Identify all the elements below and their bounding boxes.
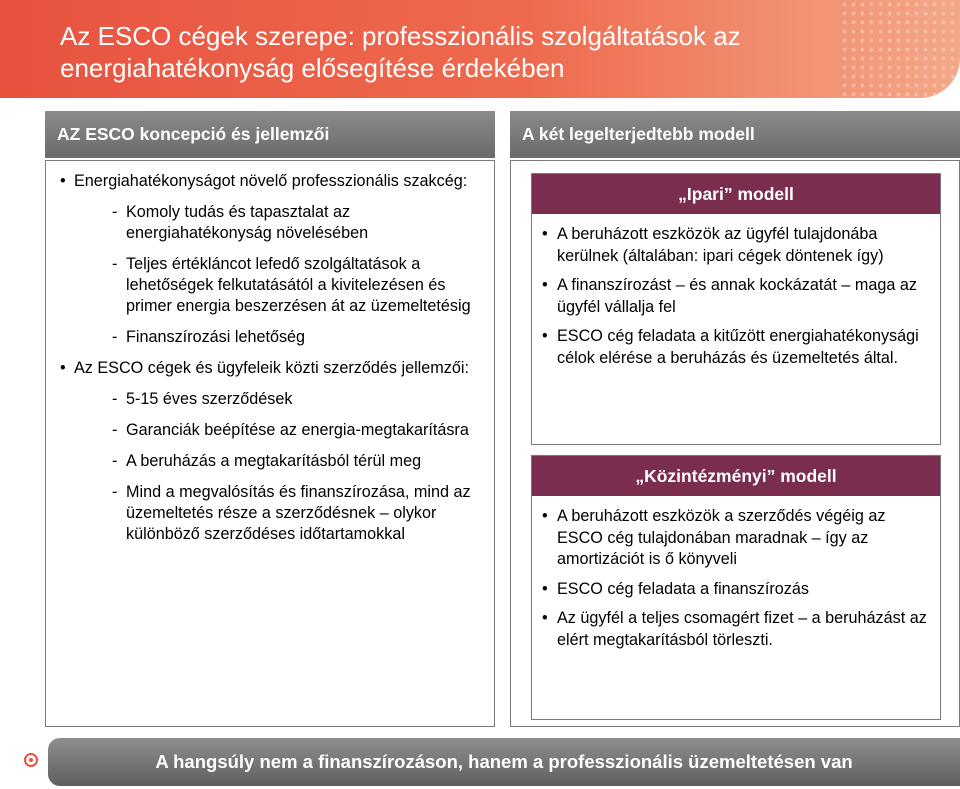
sub-list-item: - Komoly tudás és tapasztalat az energiahatékonyság növelésében: [112, 203, 369, 242]
concept-list: [60, 171, 490, 555]
esco-concept-panel: [45, 160, 495, 727]
title-banner: [0, 0, 960, 98]
sub-list-item: - 5-15 éves szerződések: [112, 390, 293, 408]
models-panel: [510, 160, 960, 727]
list-item: • Energiahatékonyságot növelő professzionális szakcég:: [60, 171, 490, 192]
list-item: • ESCO cég feladata a kitűzött energiahatékonysági célok elérése a beruházás és üzemeltetés által.: [540, 326, 932, 369]
sub-list-item: - Mind a megvalósítás és finanszírozása, mind az üzemeltetés része a szerződésnek – olykor különböző szerződéses időtartamokkal: [112, 483, 471, 543]
list-item: • A beruházott eszközök az ügyfél tulajdonába kerülnek (általában: ipari cégek döntenek így): [540, 224, 932, 267]
sub-item-text: Mind a megvalósítás és finanszírozása, mind az üzemeltetés része a szerződésnek – olykor különböző szerződéses időtartamokkal: [126, 483, 471, 543]
industrial-model-box: [531, 173, 941, 445]
sub-list-item: - Garanciák beépítése az energia-megtakarításra: [112, 421, 469, 439]
sub-list-item: - Finanszírozási lehetőség: [112, 328, 306, 346]
sub-list-item: - A beruházás a megtakarításból térül meg: [112, 452, 422, 470]
sub-item-text: Garanciák beépítése az energia-megtakarításra: [126, 421, 469, 439]
industrial-model-title: „Ipari” modell: [532, 174, 940, 214]
sub-item-text: A beruházás a megtakarításból térül meg: [126, 452, 422, 470]
list-item: • ESCO cég feladata a finanszírozás: [540, 579, 932, 601]
sub-item-text: Teljes értékláncot lefedő szolgáltatások a lehetőségek felkutatásától a kivitelezésen és primer energia beszerzésen át az üzemeltetésig: [126, 255, 471, 315]
sub-item-text: 5-15 éves szerződések: [126, 390, 293, 408]
public-institution-model-title: „Közintézményi” modell: [532, 456, 940, 496]
sub-item-text: Komoly tudás és tapasztalat az energiahatékonyság növelésében: [126, 203, 369, 242]
list-item: • A finanszírozást – és annak kockázatát – maga az ügyfél vállalja fel: [540, 275, 932, 318]
industrial-model-list: [532, 214, 940, 369]
public-institution-model-box: [531, 455, 941, 720]
left-section-header: AZ ESCO koncepció és jellemzői: [45, 111, 495, 158]
sub-list-item: - Teljes értékláncot lefedő szolgáltatások a lehetőségek felkutatásától a kivitelezésen és primer energia beszerzésen át az üzemeltetésig: [112, 255, 471, 315]
list-item: • A beruházott eszközök a szerződés végéig az ESCO cég tulajdonában maradnak – így az amortizációt is ő könyveli: [540, 506, 932, 571]
slide-title: Az ESCO cégek szerepe: professzionális szolgáltatások az energiahatékonyság elősegítése érdekében: [60, 21, 741, 83]
list-item: • Az ügyfél a teljes csomagért fizet – a beruházást az elért megtakarításból törleszti.: [540, 608, 932, 651]
target-bullet-icon: [24, 753, 38, 767]
sub-item-text: Finanszírozási lehetőség: [126, 328, 306, 346]
list-item: • Az ESCO cégek és ügyfeleik közti szerződés jellemzői:: [60, 358, 490, 379]
public-institution-model-list: [532, 496, 940, 651]
footer-banner: A hangsúly nem a finanszírozáson, hanem a professzionális üzemeltetésen van: [48, 738, 960, 786]
right-section-header: A két legelterjedtebb modell: [510, 111, 960, 158]
